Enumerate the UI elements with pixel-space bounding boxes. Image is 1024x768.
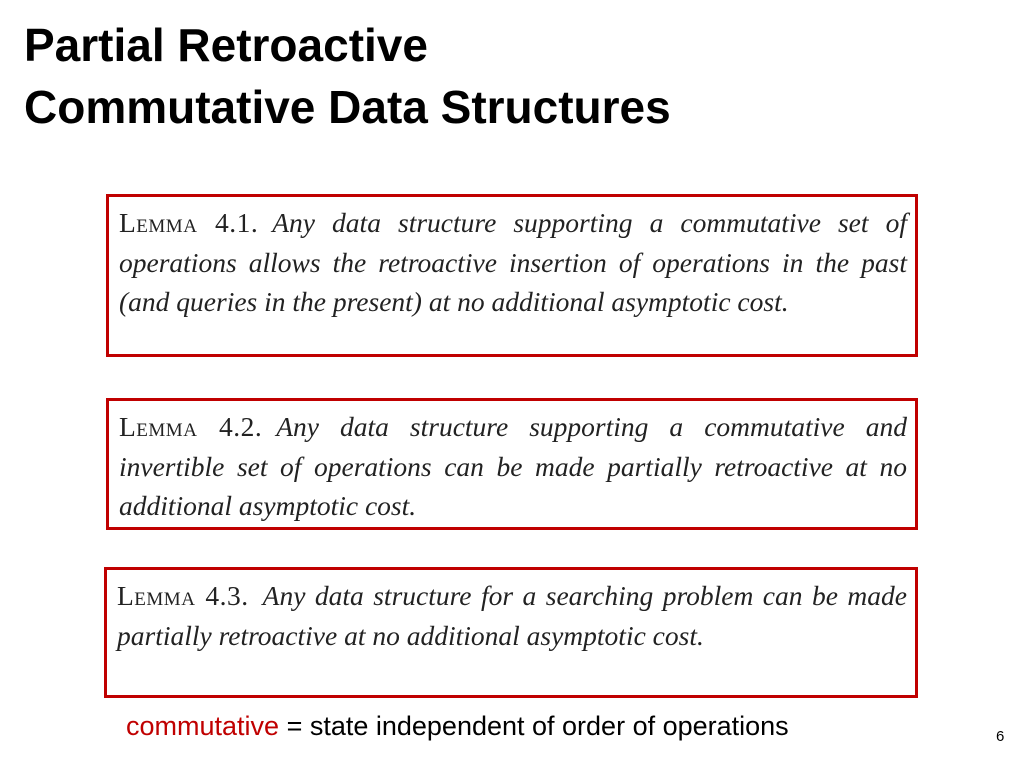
term-definition: = state independent of order of operations [279,711,789,741]
lemma-label: Lemma 4.1. [119,207,259,238]
defined-term: commutative [126,711,280,741]
lemma-box-4-3 [104,567,918,698]
lemma-statement: Any data structure for a searching problem can be made partially retroactive at no additional asymptotic cost. [117,580,907,651]
lemma-statement: Any data structure supporting a commutative and invertible set of operations can be made partially retroactive at no additional asymptotic cost. [119,411,907,521]
slide-title-line-1: Partial Retroactive [24,19,428,71]
page-number: 6 [996,728,1005,745]
slide-title-line-2: Commutative Data Structures [24,81,671,133]
lemma-label: Lemma 4.3. [117,580,249,611]
lemma-label: Lemma 4.2. [119,411,263,442]
definition-footnote [126,706,789,746]
lemma-box-4-2 [106,398,918,530]
lemma-statement: Any data structure supporting a commutative set of operations allows the retroactive insertion of operations in the past (and queries in the present) at no additional asymptotic cost. [119,207,907,317]
slide-title [24,14,671,138]
lemma-box-4-1 [106,194,918,357]
